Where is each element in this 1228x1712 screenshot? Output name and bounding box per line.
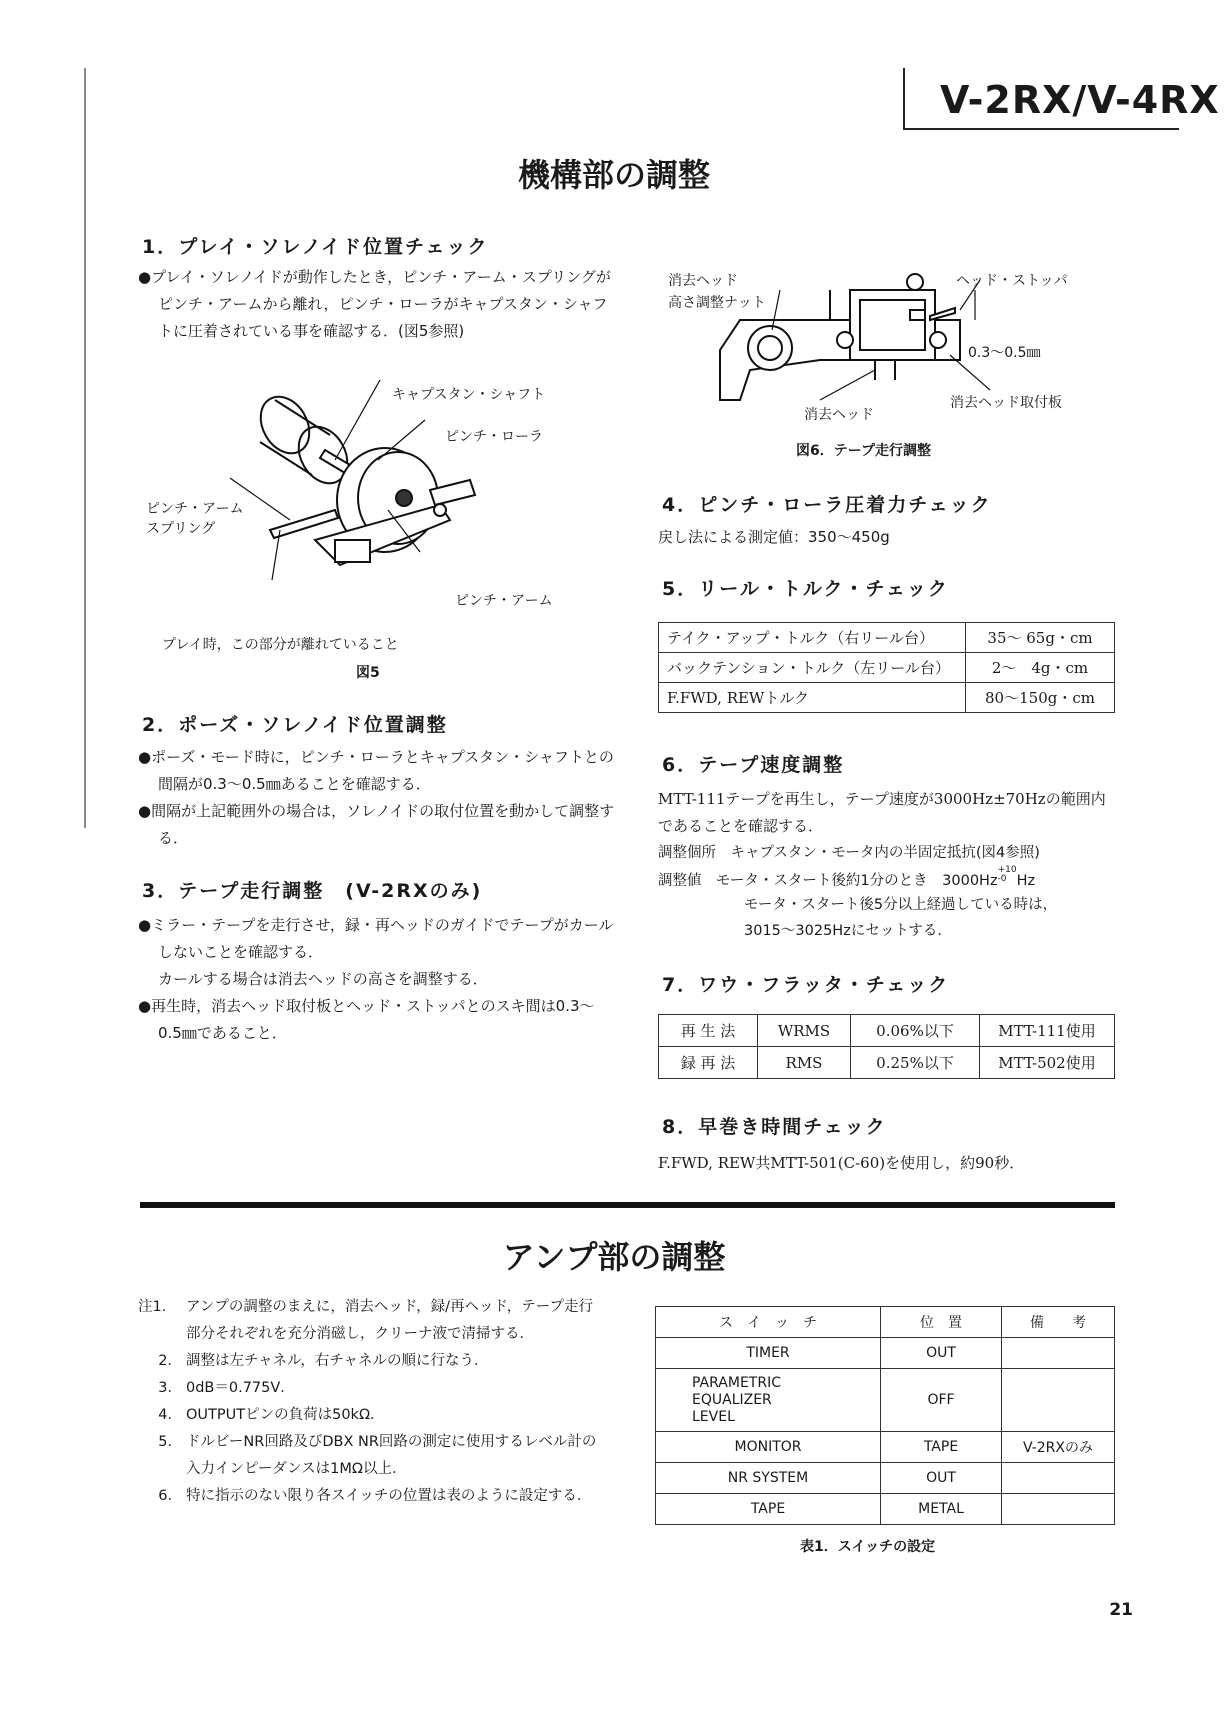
s3-bullet-2: ●再生時，消去ヘッド取付板とヘッド・ストッパとのスキ間は0.3〜0.5㎜であること． <box>138 997 595 1042</box>
fig6-label-stopper: ヘッド・ストッパ <box>956 273 1068 289</box>
s1-bullet: ●プレイ・ソレノイドが動作したとき，ピンチ・アーム・スプリングがピンチ・アームから離れ，ピンチ・ローラがキャプスタン・シャフトに圧着されている事を確認する．(図5参照) <box>138 268 611 340</box>
table-header-row: ス イ ッ チ 位 置 備 考 <box>656 1307 1115 1338</box>
s4-heading: 4．ピンチ・ローラ圧着力チェック <box>662 494 992 516</box>
mech-section-title: 機構部の調整 <box>517 156 710 194</box>
table-row: F.FWD, REWトルク 80〜150g・cm <box>659 683 1115 713</box>
s6-line-3: 調整値 モータ・スタート後約1分のとき 3000Hz +10 -0 Hz <box>658 865 1036 889</box>
fig5-caption: 図5 <box>356 665 380 681</box>
s8-text: F.FWD, REW共MTT-501(C-60)を使用し，約90秒． <box>658 1154 1025 1172</box>
note-item: 注1． アンプの調整のまえに，消去ヘッド，録/再ヘッド，テープ走行部分それぞれを充分消磁し，クリーナ液で清掃する． <box>138 1299 593 1342</box>
s6-line-5: 3015〜3025Hzにセットする． <box>744 923 952 939</box>
switch-settings-table <box>655 1306 1115 1525</box>
table-row: バックテンション・トルク（左リール台） 2〜 4g・cm <box>659 653 1115 683</box>
fig6-label-nut-1: 消去ヘッド <box>668 273 738 289</box>
page-number: 21 <box>1109 1600 1133 1620</box>
s7-heading: 7．ワウ・フラッタ・チェック <box>662 974 950 996</box>
pinch-roller <box>270 448 475 565</box>
fig5-label-roller: ピンチ・ローラ <box>445 429 543 445</box>
s4-text: 戻し法による測定値：350〜450g <box>658 528 890 546</box>
table-row: NR SYSTEM OUT <box>656 1463 1115 1494</box>
model-title: V-2RX/V-4RX <box>940 78 1220 122</box>
fig6-label-head: 消去ヘッド <box>804 407 874 423</box>
wow-flutter-table <box>658 1014 1115 1079</box>
s3-bullet-1: ●ミラー・テープを走行させ，録・再ヘッドのガイドでテープがカールしないことを確認する． <box>138 916 614 961</box>
amp-section-title: アンプ部の調整 <box>502 1238 726 1276</box>
fig6-label-plate: 消去ヘッド取付板 <box>950 395 1062 411</box>
s6-line-2: 調整個所 キャプスタン・モータ内の半固定抵抗(図4参照) <box>658 845 1040 861</box>
s2-bullet-2: ●間隔が上記範囲外の場合は，ソレノイドの取付位置を動かして調整する． <box>138 802 615 847</box>
fig5-label-note: プレイ時，この部分が離れていること <box>162 637 399 653</box>
table-row: 録 再 法 RMS 0.25%以下 MTT-502使用 <box>659 1047 1115 1079</box>
fig5-label-capstan: キャプスタン・シャフト <box>392 387 546 403</box>
fig5-label-arm: ピンチ・アーム <box>455 593 553 609</box>
note-item: 6． 特に指示のない限り各スイッチの位置は表のように設定する． <box>158 1488 592 1504</box>
fig6-label-gap: 0.3〜0.5㎜ <box>968 345 1041 361</box>
section-divider <box>140 1202 1115 1208</box>
note-item: 2． 調整は左チャネル，右チャネルの順に行なう． <box>158 1353 489 1369</box>
note-item: 4． OUTPUTピンの負荷は50kΩ． <box>158 1407 385 1423</box>
table-row: TIMER OUT <box>656 1338 1115 1369</box>
table-row: 再 生 法 WRMS 0.06%以下 MTT-111使用 <box>659 1015 1115 1047</box>
s1-heading: 1．プレイ・ソレノイド位置チェック <box>142 236 489 258</box>
reel-torque-table <box>658 622 1115 713</box>
table-row: MONITOR TAPE V-2RXのみ <box>656 1432 1115 1463</box>
s6-line-4: モータ・スタート後5分以上経過している時は， <box>744 897 1058 913</box>
fig5-label-spring-1: ピンチ・アーム <box>146 501 244 517</box>
switch-table-caption: 表1．スイッチの設定 <box>800 1539 936 1555</box>
s5-heading: 5．リール・トルク・チェック <box>662 578 949 600</box>
s6-heading: 6．テープ速度調整 <box>662 754 845 776</box>
s3-heading: 3．テープ走行調整 (V-2RXのみ) <box>142 880 483 902</box>
fig6-caption: 図6．テープ走行調整 <box>796 443 932 459</box>
s2-bullet-1: ●ポーズ・モード時に，ピンチ・ローラとキャプスタン・シャフトとの間隔が0.3〜0.5㎜あることを確認する． <box>138 748 614 793</box>
fig5-label-spring-2: スプリング <box>146 521 216 537</box>
note-item: 5． ドルビーNR回路及びDBX NR回路の測定に使用するレベル計の入力インピーダンスは1MΩ以上． <box>158 1434 597 1477</box>
amp-notes <box>138 1294 598 1510</box>
note-item: 3． 0dB＝0.775V． <box>158 1380 295 1396</box>
s6-text-1: MTT-111テープを再生し，テープ速度が3000Hz±70Hzの範囲内であることを確認する． <box>658 790 1106 835</box>
table-row: TAPE METAL <box>656 1494 1115 1525</box>
table-row: テイク・アップ・トルク（右リール台） 35〜 65g・cm <box>659 623 1115 653</box>
table-row: PARAMETRIC EQUALIZER LEVEL OFF <box>656 1369 1115 1432</box>
s3-extra-line: カールする場合は消去ヘッドの高さを調整する． <box>158 970 488 988</box>
fig6-label-nut-2: 高さ調整ナット <box>668 295 766 311</box>
s8-heading: 8．早巻き時間チェック <box>662 1116 887 1138</box>
s2-heading: 2．ポーズ・ソレノイド位置調整 <box>142 714 448 736</box>
